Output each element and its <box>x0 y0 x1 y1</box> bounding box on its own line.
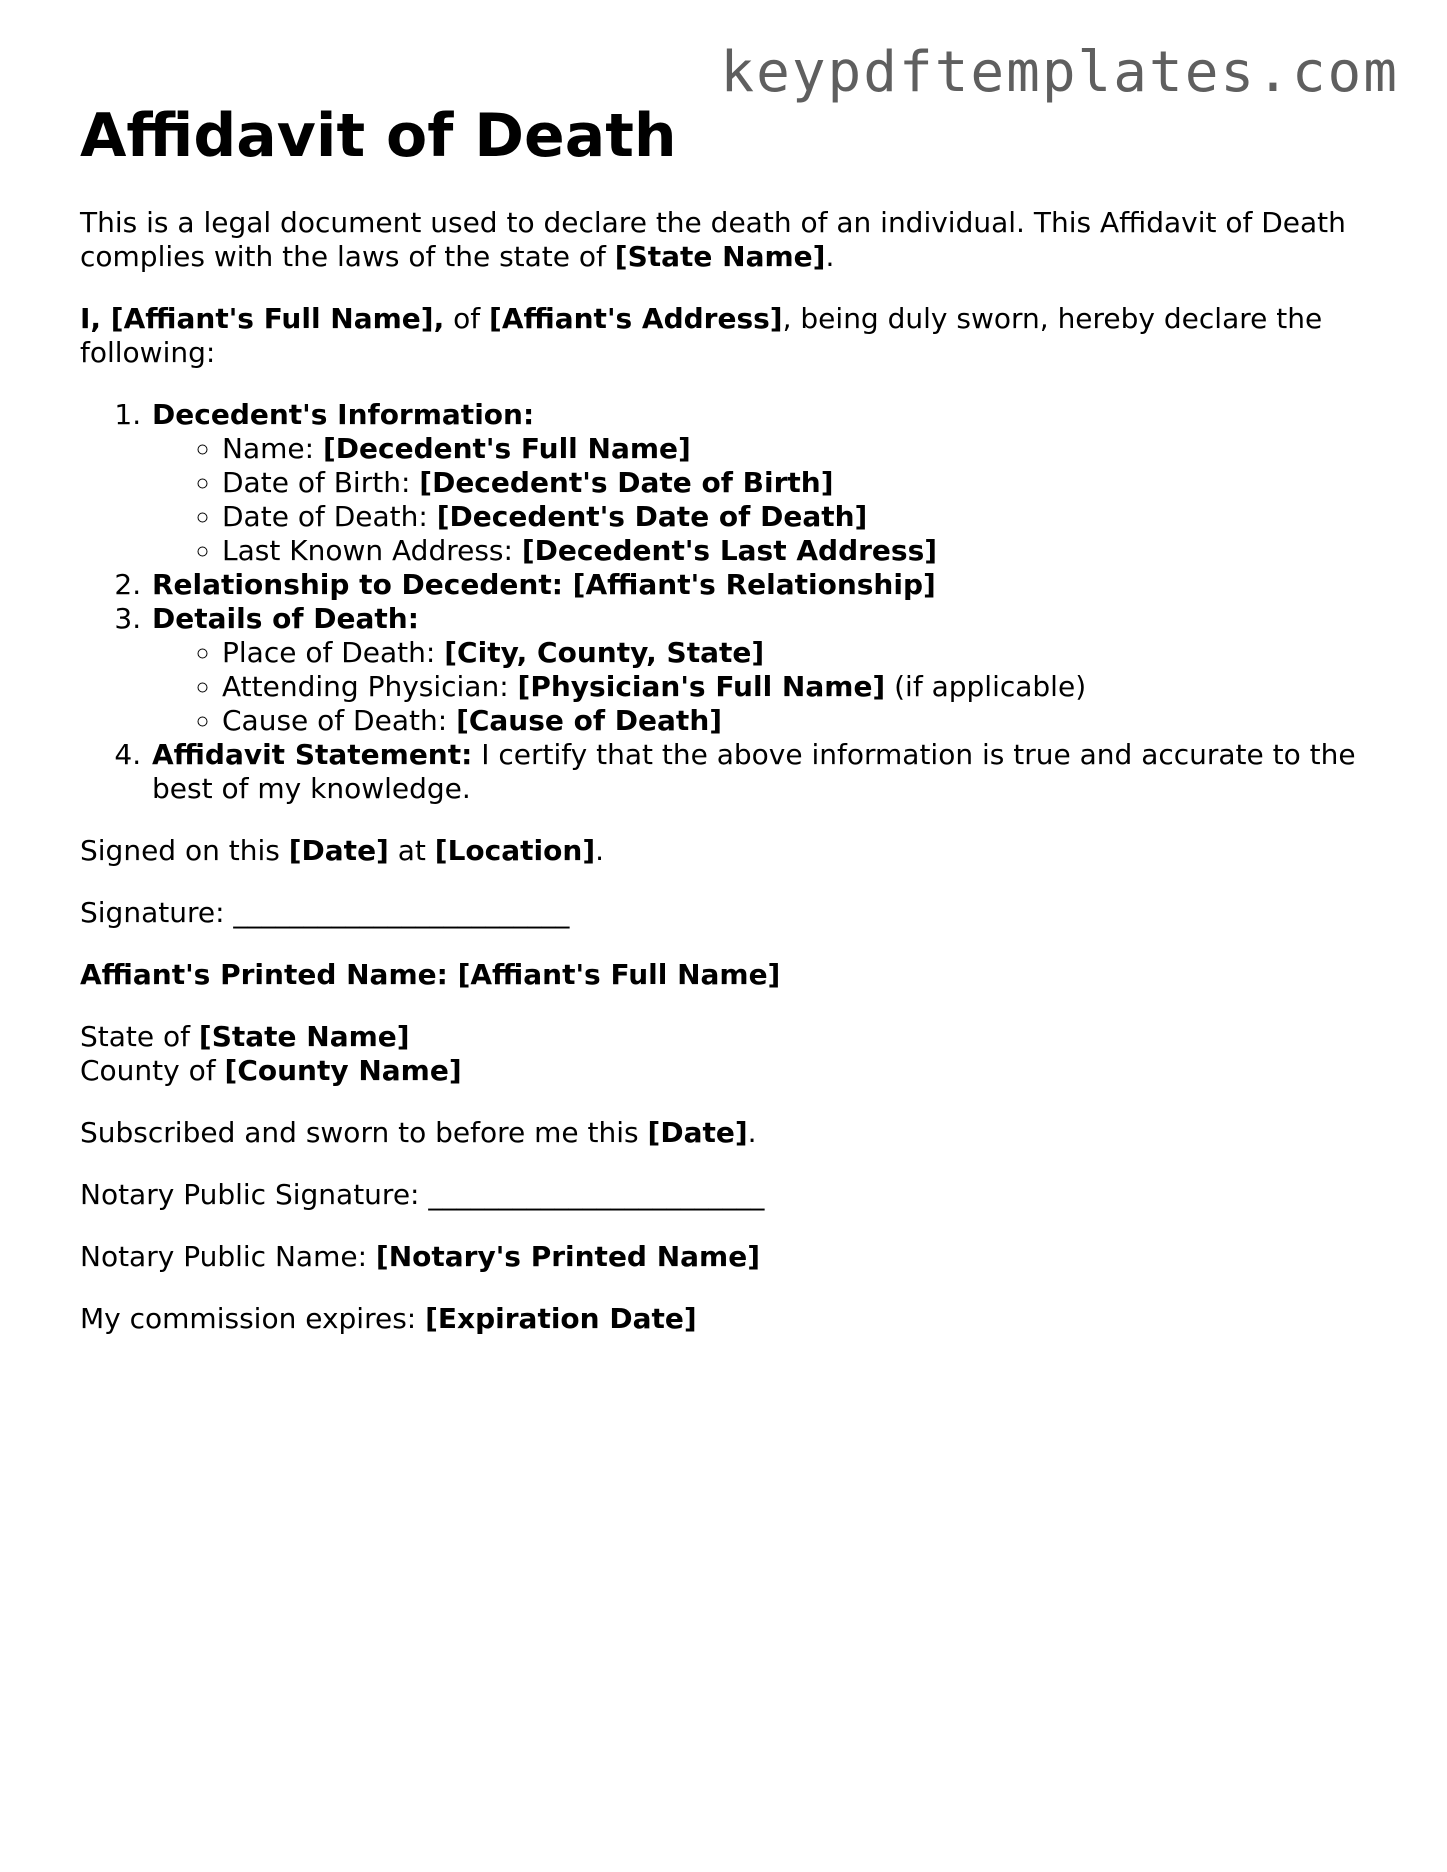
sublist-value: [Decedent's Last Address] <box>521 534 938 567</box>
sublist-item-last-address <box>222 534 1380 568</box>
subscribed-text: Subscribed and sworn to before me this <box>80 1116 648 1149</box>
county-label: County of <box>80 1054 225 1087</box>
signed-prefix: Signed on this <box>80 834 289 867</box>
sublist-value: [City, County, State] <box>444 636 765 669</box>
subscribed-end: . <box>747 1116 757 1149</box>
intro-text: This is a legal document used to declare the death of an individual. This Affidavit of Death complies with the laws of the state of <box>80 206 1346 273</box>
sublist-value: [Decedent's Date of Death] <box>436 500 868 533</box>
intro-end: . <box>825 240 835 273</box>
notary-name-value: [Notary's Printed Name] <box>375 1240 761 1273</box>
commission-label: My commission expires: <box>80 1302 426 1335</box>
state-value: [State Name] <box>198 1020 410 1053</box>
notary-name-label: Notary Public Name: <box>80 1240 376 1273</box>
list-item-relationship <box>150 568 1380 602</box>
list-item-statement <box>150 738 1380 806</box>
county-line <box>80 1054 1380 1088</box>
list-item-decedent-info <box>150 398 1380 568</box>
commission-value: [Expiration Date] <box>425 1302 697 1335</box>
sublist-label: Last Known Address: <box>222 534 522 567</box>
signature-label: Signature: <box>80 896 234 929</box>
notary-signature-blank[interactable]: ________________________ <box>428 1178 765 1211</box>
sublist-item-cause <box>222 704 1380 738</box>
sublist-suffix: (if applicable) <box>885 670 1087 703</box>
signed-line <box>80 834 1380 868</box>
printed-name-line <box>80 958 1380 992</box>
notary-name-line <box>80 1240 1380 1274</box>
state-label: State of <box>80 1020 199 1053</box>
subscribed-date: [Date] <box>647 1116 748 1149</box>
sublist-label: Date of Birth: <box>222 466 420 499</box>
notary-signature-line <box>80 1178 1380 1212</box>
sublist-item-physician <box>222 670 1380 704</box>
list-item-heading: Relationship to Decedent: [Affiant's Relationship] <box>152 568 936 601</box>
sublist-value: [Cause of Death] <box>456 704 723 737</box>
list-item-heading: Decedent's Information: <box>152 398 535 431</box>
sublist-value: [Decedent's Full Name] <box>322 432 691 465</box>
notary-signature-label: Notary Public Signature: <box>80 1178 429 1211</box>
intro-paragraph <box>80 206 1380 274</box>
commission-line <box>80 1302 1380 1336</box>
sublist-label: Place of Death: <box>222 636 445 669</box>
document-title: Affidavit of Death <box>80 101 677 171</box>
signed-location: [Location] <box>434 834 596 867</box>
signed-at: at <box>388 834 435 867</box>
signed-end: . <box>595 834 605 867</box>
death-details-sublist <box>152 636 1380 738</box>
signed-date: [Date] <box>288 834 389 867</box>
list-item-death-details <box>150 602 1380 738</box>
list-item-heading: Details of Death: <box>152 602 419 635</box>
sublist-label: Cause of Death: <box>222 704 457 737</box>
intro-state-placeholder: [State Name] <box>614 240 826 273</box>
sublist-label: Name: <box>222 432 323 465</box>
subscribed-line <box>80 1116 1380 1150</box>
declaration-paragraph <box>80 302 1380 370</box>
declaration-rest: , being duly sworn, hereby declare the following: <box>80 302 1323 369</box>
sublist-label: Date of Death: <box>222 500 437 533</box>
watermark: keypdftemplates.com <box>720 40 1399 105</box>
printed-name: Affiant's Printed Name: [Affiant's Full Name] <box>80 958 781 991</box>
statement-text: I certify that the above information is true and accurate to the best of my knowledge. <box>152 738 1356 805</box>
signature-blank[interactable]: ________________________ <box>233 896 570 929</box>
decedent-info-sublist <box>152 432 1380 568</box>
declaration-address: [Affiant's Address] <box>489 302 783 335</box>
sublist-label: Attending Physician: <box>222 670 518 703</box>
sublist-item-place <box>222 636 1380 670</box>
declaration-list <box>80 398 1380 806</box>
document-page <box>80 96 1380 1364</box>
declaration-affiant-name: I, [Affiant's Full Name], <box>80 302 445 335</box>
state-line <box>80 1020 1380 1054</box>
list-item-heading: Affidavit Statement: <box>152 738 473 771</box>
county-value: [County Name] <box>224 1054 462 1087</box>
signature-line <box>80 896 1380 930</box>
sublist-item-birth-date <box>222 466 1380 500</box>
declaration-of: of <box>444 302 490 335</box>
sublist-item-name <box>222 432 1380 466</box>
sublist-value: [Physician's Full Name] <box>517 670 886 703</box>
sublist-value: [Decedent's Date of Birth] <box>419 466 834 499</box>
sublist-item-death-date <box>222 500 1380 534</box>
